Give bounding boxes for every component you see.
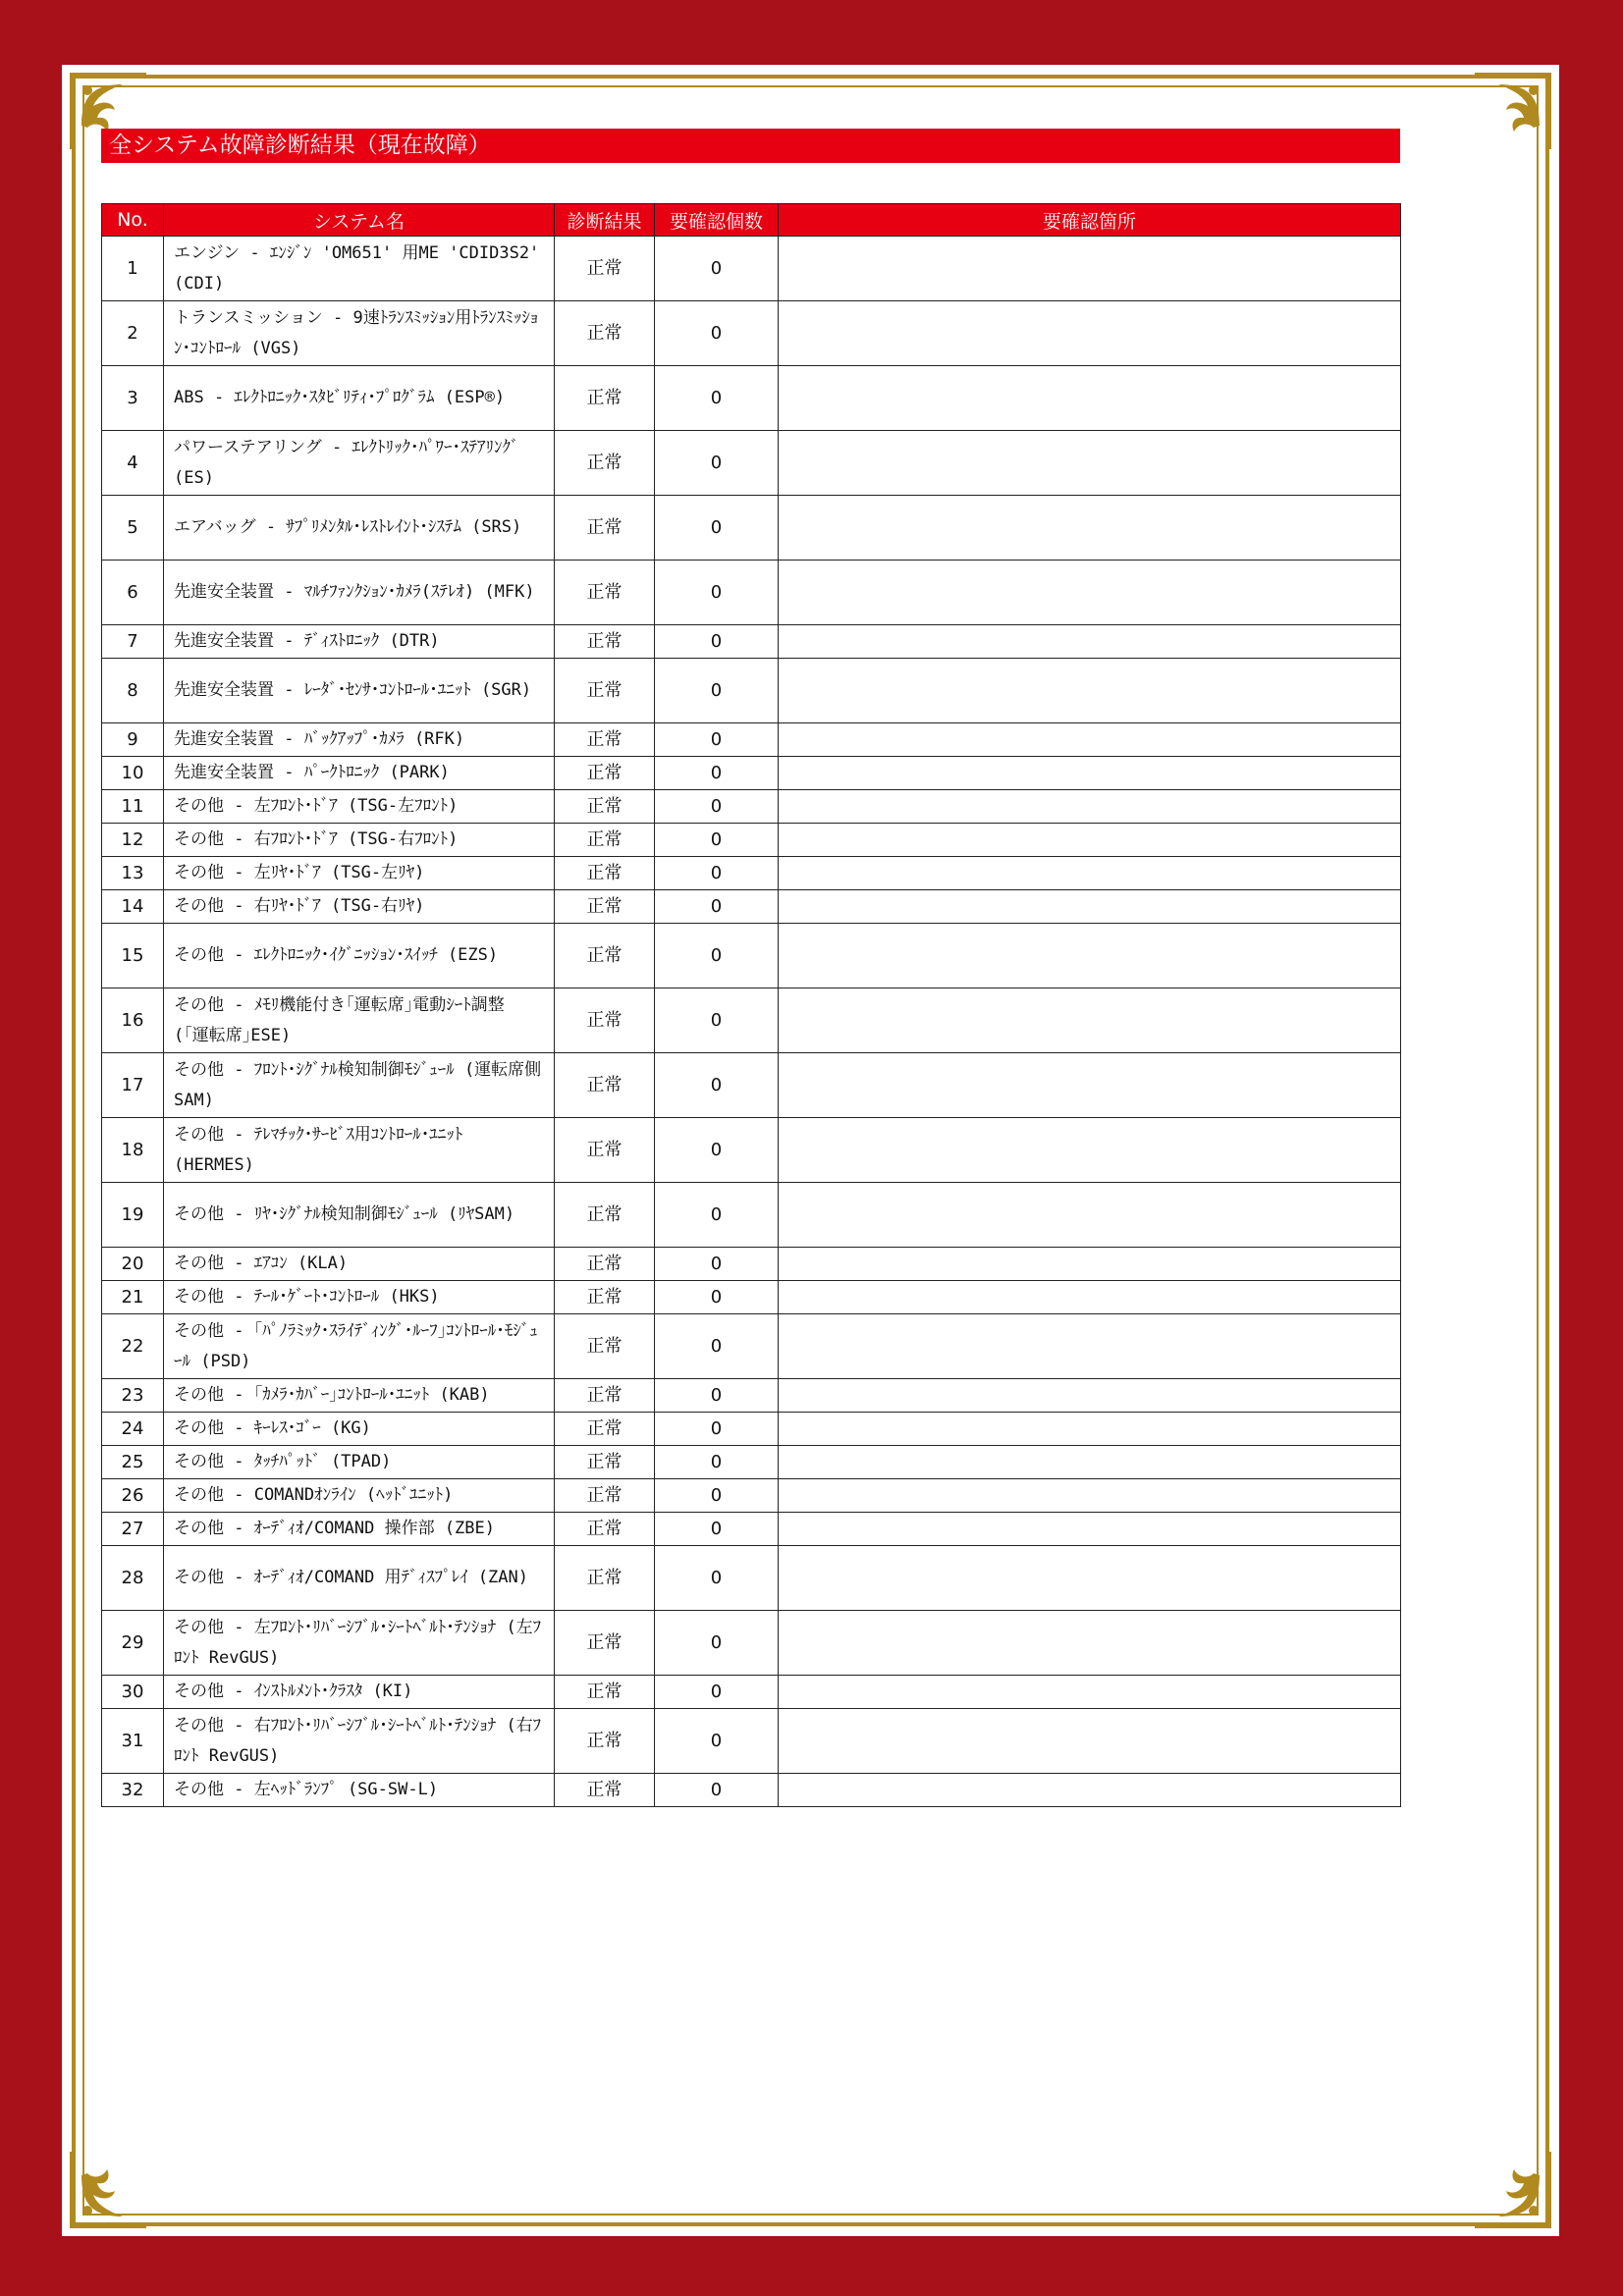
check-location-cell	[779, 659, 1401, 723]
result-cell: 正常	[555, 1053, 655, 1118]
row-number: 29	[102, 1611, 164, 1676]
check-count-cell: 0	[655, 1248, 779, 1281]
table-row	[102, 1446, 1401, 1479]
row-number: 19	[102, 1183, 164, 1248]
result-cell: 正常	[555, 1314, 655, 1379]
result-cell: 正常	[555, 1118, 655, 1183]
system-name-cell: その他 - 右ﾘﾔ･ﾄﾞｱ (TSG-右ﾘﾔ)	[164, 890, 555, 924]
result-cell: 正常	[555, 890, 655, 924]
system-name-cell: 先進安全装置 - ﾚｰﾀﾞ･ｾﾝｻ･ｺﾝﾄﾛｰﾙ･ﾕﾆｯﾄ (SGR)	[164, 659, 555, 723]
table-row	[102, 1611, 1401, 1676]
row-number: 27	[102, 1513, 164, 1546]
header-system-name: システム名	[164, 204, 555, 237]
row-number: 31	[102, 1709, 164, 1774]
header-check-count: 要確認個数	[655, 204, 779, 237]
check-count-cell: 0	[655, 723, 779, 757]
check-location-cell	[779, 1314, 1401, 1379]
result-cell: 正常	[555, 496, 655, 561]
system-name-cell: その他 - ｢ﾊﾟﾉﾗﾐｯｸ･ｽﾗｲﾃﾞｨﾝｸﾞ･ﾙｰﾌ｣ｺﾝﾄﾛｰﾙ･ﾓｼﾞｭｰﾙ (PSD)	[164, 1314, 555, 1379]
check-count-cell: 0	[655, 988, 779, 1053]
check-location-cell	[779, 890, 1401, 924]
check-location-cell	[779, 431, 1401, 496]
table-row	[102, 1314, 1401, 1379]
check-count-cell: 0	[655, 431, 779, 496]
check-location-cell	[779, 1183, 1401, 1248]
row-number: 17	[102, 1053, 164, 1118]
row-number: 28	[102, 1546, 164, 1611]
result-cell: 正常	[555, 924, 655, 988]
check-location-cell	[779, 561, 1401, 625]
system-name-cell: パワーステアリング - ｴﾚｸﾄﾘｯｸ･ﾊﾟﾜｰ･ｽﾃｱﾘﾝｸﾞ (ES)	[164, 431, 555, 496]
check-count-cell: 0	[655, 1709, 779, 1774]
system-name-cell: その他 - COMANDｵﾝﾗｲﾝ (ﾍｯﾄﾞﾕﾆｯﾄ)	[164, 1479, 555, 1513]
table-row	[102, 890, 1401, 924]
table-row	[102, 857, 1401, 890]
row-number: 1	[102, 237, 164, 301]
check-count-cell: 0	[655, 857, 779, 890]
row-number: 25	[102, 1446, 164, 1479]
system-name-cell: その他 - ｵｰﾃﾞｨｵ/COMAND 用ﾃﾞｨｽﾌﾟﾚｲ (ZAN)	[164, 1546, 555, 1611]
system-name-cell: その他 - ｵｰﾃﾞｨｵ/COMAND 操作部 (ZBE)	[164, 1513, 555, 1546]
result-cell: 正常	[555, 1709, 655, 1774]
row-number: 23	[102, 1379, 164, 1413]
result-cell: 正常	[555, 857, 655, 890]
row-number: 20	[102, 1248, 164, 1281]
table-header-row	[102, 204, 1401, 237]
row-number: 13	[102, 857, 164, 890]
result-cell: 正常	[555, 561, 655, 625]
table-row	[102, 1183, 1401, 1248]
check-location-cell	[779, 1611, 1401, 1676]
row-number: 12	[102, 824, 164, 857]
table-row	[102, 237, 1401, 301]
check-location-cell	[779, 1513, 1401, 1546]
check-count-cell: 0	[655, 824, 779, 857]
system-name-cell: その他 - ﾌﾛﾝﾄ･ｼｸﾞﾅﾙ検知制御ﾓｼﾞｭｰﾙ (運転席側SAM)	[164, 1053, 555, 1118]
check-count-cell: 0	[655, 1513, 779, 1546]
table-row	[102, 1413, 1401, 1446]
check-count-cell: 0	[655, 1314, 779, 1379]
table-row	[102, 1248, 1401, 1281]
result-cell: 正常	[555, 1281, 655, 1314]
row-number: 11	[102, 790, 164, 824]
table-row	[102, 431, 1401, 496]
check-count-cell: 0	[655, 1479, 779, 1513]
row-number: 6	[102, 561, 164, 625]
check-count-cell: 0	[655, 790, 779, 824]
check-count-cell: 0	[655, 1546, 779, 1611]
result-cell: 正常	[555, 1774, 655, 1807]
result-cell: 正常	[555, 431, 655, 496]
result-cell: 正常	[555, 1248, 655, 1281]
system-name-cell: その他 - ﾃﾚﾏﾁｯｸ･ｻｰﾋﾞｽ用ｺﾝﾄﾛｰﾙ･ﾕﾆｯﾄ (HERMES)	[164, 1118, 555, 1183]
check-count-cell: 0	[655, 561, 779, 625]
result-cell: 正常	[555, 1676, 655, 1709]
row-number: 10	[102, 757, 164, 790]
system-name-cell: 先進安全装置 - ﾊﾞｯｸｱｯﾌﾟ･ｶﾒﾗ (RFK)	[164, 723, 555, 757]
table-row	[102, 723, 1401, 757]
table-row	[102, 1774, 1401, 1807]
result-cell: 正常	[555, 824, 655, 857]
table-row	[102, 790, 1401, 824]
check-location-cell	[779, 1676, 1401, 1709]
system-name-cell: その他 - 左ﾘﾔ･ﾄﾞｱ (TSG-左ﾘﾔ)	[164, 857, 555, 890]
table-row	[102, 496, 1401, 561]
check-location-cell	[779, 824, 1401, 857]
result-cell: 正常	[555, 1611, 655, 1676]
result-cell: 正常	[555, 659, 655, 723]
check-location-cell	[779, 1118, 1401, 1183]
check-count-cell: 0	[655, 496, 779, 561]
check-location-cell	[779, 924, 1401, 988]
table-row	[102, 924, 1401, 988]
check-count-cell: 0	[655, 659, 779, 723]
row-number: 22	[102, 1314, 164, 1379]
check-count-cell: 0	[655, 1118, 779, 1183]
system-name-cell: 先進安全装置 - ﾃﾞｨｽﾄﾛﾆｯｸ (DTR)	[164, 625, 555, 659]
system-name-cell: その他 - ﾃｰﾙ･ｹﾞｰﾄ･ｺﾝﾄﾛｰﾙ (HKS)	[164, 1281, 555, 1314]
row-number: 4	[102, 431, 164, 496]
row-number: 9	[102, 723, 164, 757]
result-cell: 正常	[555, 1183, 655, 1248]
system-name-cell: その他 - ﾒﾓﾘ機能付き｢運転席｣電動ｼｰﾄ調整 (｢運転席｣ESE)	[164, 988, 555, 1053]
check-location-cell	[779, 1546, 1401, 1611]
table-row	[102, 1053, 1401, 1118]
result-cell: 正常	[555, 723, 655, 757]
system-name-cell: その他 - 左ﾍｯﾄﾞﾗﾝﾌﾟ (SG-SW-L)	[164, 1774, 555, 1807]
corner-ornament-icon	[1469, 2146, 1557, 2234]
check-location-cell	[779, 366, 1401, 431]
result-cell: 正常	[555, 1546, 655, 1611]
system-name-cell: 先進安全装置 - ﾏﾙﾁﾌｧﾝｸｼｮﾝ･ｶﾒﾗ(ｽﾃﾚｵ) (MFK)	[164, 561, 555, 625]
table-row	[102, 757, 1401, 790]
table-row	[102, 1709, 1401, 1774]
table-row	[102, 1479, 1401, 1513]
result-cell: 正常	[555, 366, 655, 431]
check-count-cell: 0	[655, 1446, 779, 1479]
check-location-cell	[779, 988, 1401, 1053]
check-location-cell	[779, 723, 1401, 757]
system-name-cell: エンジン - ｴﾝｼﾞﾝ 'OM651' 用ME 'CDID3S2' (CDI)	[164, 237, 555, 301]
check-count-cell: 0	[655, 1413, 779, 1446]
row-number: 2	[102, 301, 164, 366]
system-name-cell: その他 - 左ﾌﾛﾝﾄ･ﾘﾊﾞｰｼﾌﾞﾙ･ｼｰﾄﾍﾞﾙﾄ･ﾃﾝｼｮﾅ (左ﾌﾛﾝﾄ RevGUS)	[164, 1611, 555, 1676]
result-cell: 正常	[555, 757, 655, 790]
table-row	[102, 824, 1401, 857]
check-location-cell	[779, 301, 1401, 366]
result-cell: 正常	[555, 1379, 655, 1413]
system-name-cell: その他 - 左ﾌﾛﾝﾄ･ﾄﾞｱ (TSG-左ﾌﾛﾝﾄ)	[164, 790, 555, 824]
system-name-cell: その他 - ｢ｶﾒﾗ･ｶﾊﾞｰ｣ｺﾝﾄﾛｰﾙ･ﾕﾆｯﾄ (KAB)	[164, 1379, 555, 1413]
result-cell: 正常	[555, 301, 655, 366]
result-cell: 正常	[555, 1446, 655, 1479]
result-cell: 正常	[555, 790, 655, 824]
system-name-cell: その他 - ｷｰﾚｽ･ｺﾞｰ (KG)	[164, 1413, 555, 1446]
check-count-cell: 0	[655, 924, 779, 988]
table-row	[102, 366, 1401, 431]
check-location-cell	[779, 757, 1401, 790]
row-number: 24	[102, 1413, 164, 1446]
row-number: 30	[102, 1676, 164, 1709]
table-row	[102, 1546, 1401, 1611]
table-row	[102, 625, 1401, 659]
check-location-cell	[779, 1281, 1401, 1314]
table-row	[102, 988, 1401, 1053]
check-location-cell	[779, 1053, 1401, 1118]
check-location-cell	[779, 1379, 1401, 1413]
check-count-cell: 0	[655, 301, 779, 366]
check-count-cell: 0	[655, 1183, 779, 1248]
check-location-cell	[779, 1413, 1401, 1446]
result-cell: 正常	[555, 1479, 655, 1513]
row-number: 7	[102, 625, 164, 659]
check-location-cell	[779, 790, 1401, 824]
check-count-cell: 0	[655, 237, 779, 301]
system-name-cell: トランスミッション - 9速ﾄﾗﾝｽﾐｯｼｮﾝ用ﾄﾗﾝｽﾐｯｼｮﾝ･ｺﾝﾄﾛｰﾙ (VGS)	[164, 301, 555, 366]
system-name-cell: その他 - ﾀｯﾁﾊﾟｯﾄﾞ (TPAD)	[164, 1446, 555, 1479]
result-cell: 正常	[555, 1413, 655, 1446]
row-number: 15	[102, 924, 164, 988]
row-number: 16	[102, 988, 164, 1053]
result-cell: 正常	[555, 237, 655, 301]
table-row	[102, 561, 1401, 625]
check-count-cell: 0	[655, 1676, 779, 1709]
system-name-cell: 先進安全装置 - ﾊﾟｰｸﾄﾛﾆｯｸ (PARK)	[164, 757, 555, 790]
table-row	[102, 1379, 1401, 1413]
row-number: 18	[102, 1118, 164, 1183]
check-location-cell	[779, 1774, 1401, 1807]
check-count-cell: 0	[655, 1611, 779, 1676]
check-location-cell	[779, 1479, 1401, 1513]
section-title: 全システム故障診断結果（現在故障）	[101, 129, 1400, 163]
check-location-cell	[779, 625, 1401, 659]
table-row	[102, 1676, 1401, 1709]
row-number: 26	[102, 1479, 164, 1513]
check-count-cell: 0	[655, 757, 779, 790]
check-count-cell: 0	[655, 625, 779, 659]
table-row	[102, 659, 1401, 723]
result-cell: 正常	[555, 625, 655, 659]
system-name-cell: その他 - 右ﾌﾛﾝﾄ･ﾄﾞｱ (TSG-右ﾌﾛﾝﾄ)	[164, 824, 555, 857]
check-count-cell: 0	[655, 1379, 779, 1413]
header-check-location: 要確認箇所	[779, 204, 1401, 237]
system-name-cell: エアバッグ - ｻﾌﾟﾘﾒﾝﾀﾙ･ﾚｽﾄﾚｲﾝﾄ･ｼｽﾃﾑ (SRS)	[164, 496, 555, 561]
system-name-cell: その他 - ﾘﾔ･ｼｸﾞﾅﾙ検知制御ﾓｼﾞｭｰﾙ (ﾘﾔSAM)	[164, 1183, 555, 1248]
check-location-cell	[779, 496, 1401, 561]
system-name-cell: その他 - ｴﾚｸﾄﾛﾆｯｸ･ｲｸﾞﾆｯｼｮﾝ･ｽｲｯﾁ (EZS)	[164, 924, 555, 988]
check-count-cell: 0	[655, 366, 779, 431]
check-count-cell: 0	[655, 1053, 779, 1118]
header-result: 診断結果	[555, 204, 655, 237]
check-location-cell	[779, 1709, 1401, 1774]
system-name-cell: その他 - ｲﾝｽﾄﾙﾒﾝﾄ･ｸﾗｽﾀ (KI)	[164, 1676, 555, 1709]
system-name-cell: その他 - ｴｱｺﾝ (KLA)	[164, 1248, 555, 1281]
check-count-cell: 0	[655, 890, 779, 924]
table-row	[102, 1513, 1401, 1546]
result-cell: 正常	[555, 1513, 655, 1546]
table-row	[102, 301, 1401, 366]
check-location-cell	[779, 1248, 1401, 1281]
row-number: 32	[102, 1774, 164, 1807]
diagnosis-table	[101, 203, 1401, 1807]
result-cell: 正常	[555, 988, 655, 1053]
header-no: No.	[102, 204, 164, 237]
corner-ornament-icon	[64, 2146, 152, 2234]
check-location-cell	[779, 237, 1401, 301]
row-number: 8	[102, 659, 164, 723]
table-row	[102, 1118, 1401, 1183]
corner-ornament-icon	[1469, 67, 1557, 155]
system-name-cell: ABS - ｴﾚｸﾄﾛﾆｯｸ･ｽﾀﾋﾞﾘﾃｨ･ﾌﾟﾛｸﾞﾗﾑ (ESP®)	[164, 366, 555, 431]
row-number: 5	[102, 496, 164, 561]
row-number: 21	[102, 1281, 164, 1314]
check-location-cell	[779, 857, 1401, 890]
row-number: 3	[102, 366, 164, 431]
check-count-cell: 0	[655, 1774, 779, 1807]
check-location-cell	[779, 1446, 1401, 1479]
table-row	[102, 1281, 1401, 1314]
system-name-cell: その他 - 右ﾌﾛﾝﾄ･ﾘﾊﾞｰｼﾌﾞﾙ･ｼｰﾄﾍﾞﾙﾄ･ﾃﾝｼｮﾅ (右ﾌﾛﾝﾄ RevGUS)	[164, 1709, 555, 1774]
row-number: 14	[102, 890, 164, 924]
check-count-cell: 0	[655, 1281, 779, 1314]
